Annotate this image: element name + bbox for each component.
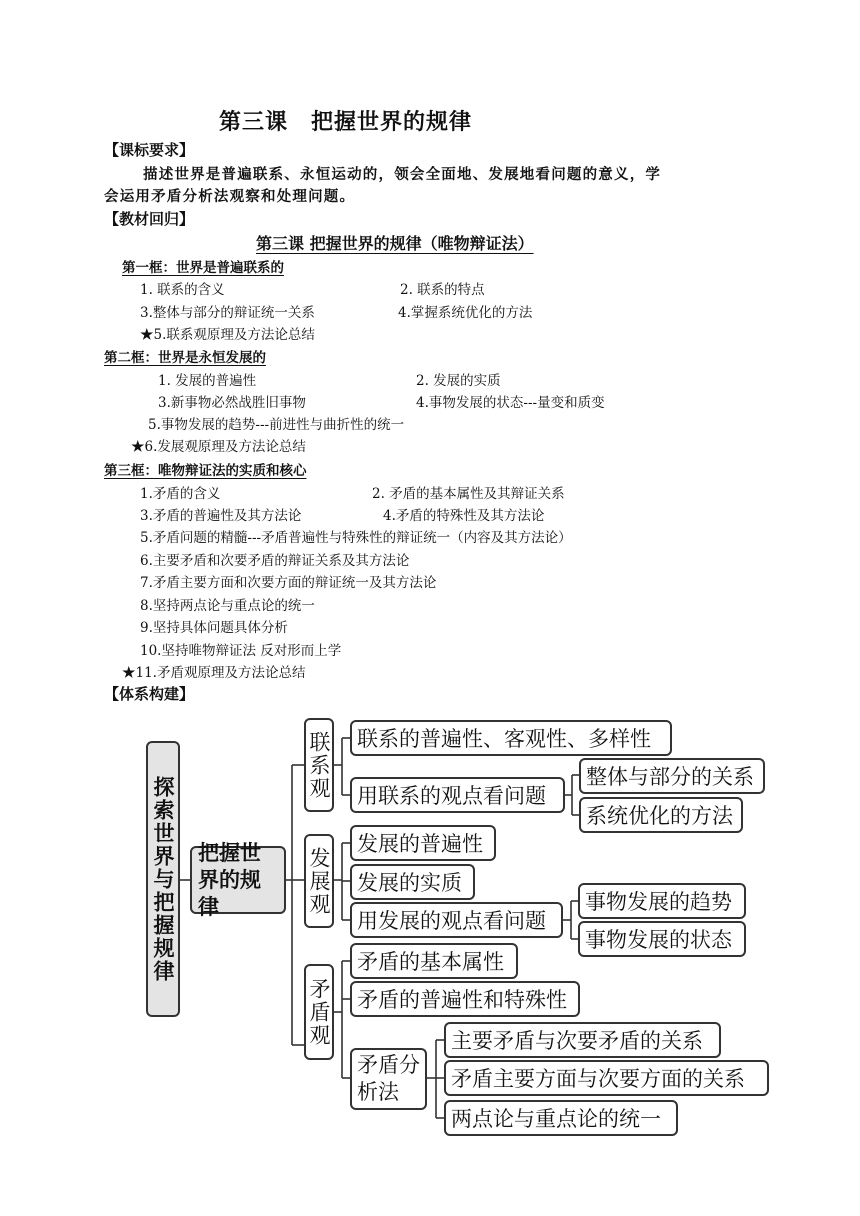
frame3-item: 3.矛盾的普遍性及其方法论 (140, 508, 302, 524)
frame3-item: 9.坚持具体问题具体分析 (140, 620, 288, 636)
frame3-item: 6.主要矛盾和次要矛盾的辩证关系及其方法论 (140, 553, 410, 569)
frame2-title: 第二框：世界是永恒发展的 (104, 350, 266, 366)
fazhan-node: 事物发展的趋势 (578, 883, 746, 919)
frame3-title: 第三框：唯物辩证法的实质和核心 (104, 463, 307, 479)
maodun-node: 矛盾主要方面与次要方面的关系 (444, 1060, 769, 1096)
standards-header: 【课标要求】 (104, 141, 195, 159)
review-subtitle: 第三课 把握世界的规律（唯物辩证法） (256, 234, 534, 253)
maodun-node: 矛盾分析法 (350, 1048, 427, 1110)
maodun-node: 主要矛盾与次要矛盾的关系 (444, 1022, 721, 1058)
frame2-item: 2. 发展的实质 (416, 373, 501, 389)
frame1-title: 第一框：世界是普遍联系的 (122, 260, 284, 276)
lianxi-node: 整体与部分的关系 (579, 758, 765, 794)
fazhan-node: 发展的普遍性 (350, 825, 496, 861)
maodun-node: 两点论与重点论的统一 (444, 1100, 678, 1136)
fazhan-node: 用发展的观点看问题 (350, 902, 563, 938)
fazhan-node: 发展的实质 (350, 864, 475, 900)
frame3-item: ★11.矛盾观原理及方法论总结 (122, 665, 306, 681)
standards-text-line1: 描述世界是普遍联系、永恒运动的，领会全面地、发展地看问题的意义，学 (143, 167, 662, 183)
frame1-item: 4.掌握系统优化的方法 (398, 305, 533, 321)
frame1-item: 3.整体与部分的辩证统一关系 (140, 305, 315, 321)
mindmap-root: 探索世界与把握规律 (146, 741, 180, 1017)
fazhan-label: 发展观 (304, 834, 334, 928)
standards-text-line2: 会运用矛盾分析法观察和处理问题。 (104, 189, 356, 205)
maodun-label: 矛盾观 (304, 964, 334, 1060)
maodun-node: 矛盾的基本属性 (350, 943, 518, 979)
lianxi-node: 用联系的观点看问题 (350, 777, 565, 813)
fazhan-node: 事物发展的状态 (578, 921, 746, 957)
frame1-item: ★5.联系观原理及方法论总结 (140, 327, 315, 343)
frame2-item: 4.事物发展的状态---量变和质变 (416, 395, 605, 411)
system-header: 【体系构建】 (104, 685, 195, 703)
frame3-item: 2. 矛盾的基本属性及其辩证关系 (372, 486, 565, 502)
frame1-item: 2. 联系的特点 (400, 282, 485, 298)
frame2-item: 3.新事物必然战胜旧事物 (158, 395, 306, 411)
frame1-item: 1. 联系的含义 (140, 282, 225, 298)
frame3-item: 7.矛盾主要方面和次要方面的辩证统一及其方法论 (140, 575, 437, 591)
mindmap-center: 把握世界的规律 (190, 846, 286, 914)
lianxi-label: 联系观 (304, 718, 334, 812)
page-title: 第三课 把握世界的规律 (219, 110, 473, 135)
lianxi-node: 联系的普遍性、客观性、多样性 (350, 720, 672, 756)
frame3-item: 4.矛盾的特殊性及其方法论 (383, 508, 545, 524)
lianxi-node: 系统优化的方法 (579, 797, 743, 833)
frame2-item: ★6.发展观原理及方法论总结 (131, 439, 306, 455)
frame3-item: 10.坚持唯物辩证法 反对形而上学 (140, 643, 342, 659)
frame3-item: 8.坚持两点论与重点论的统一 (140, 598, 315, 614)
frame2-item: 1. 发展的普遍性 (158, 373, 257, 389)
review-header: 【教材回归】 (104, 210, 195, 228)
frame3-item: 1.矛盾的含义 (140, 486, 221, 502)
frame3-item: 5.矛盾问题的精髓---矛盾普遍性与特殊性的辩证统一（内容及其方法论） (140, 530, 572, 546)
frame2-item: 5.事物发展的趋势---前进性与曲折性的统一 (148, 417, 405, 433)
maodun-node: 矛盾的普遍性和特殊性 (350, 981, 580, 1017)
